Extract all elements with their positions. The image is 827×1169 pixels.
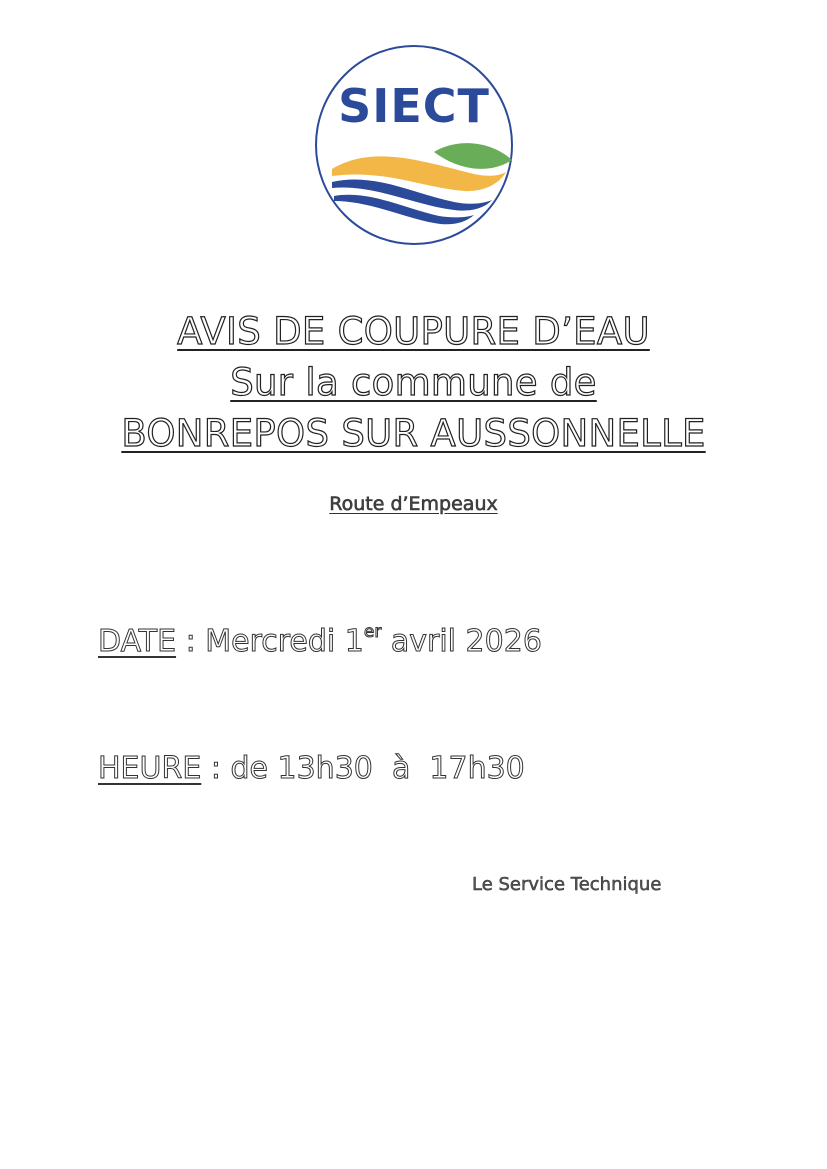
title-line-2: Sur la commune de <box>230 361 597 404</box>
title-line-3: BONREPOS SUR AUSSONNELLE <box>121 412 706 455</box>
time-value: de 13h30 à 17h30 <box>230 751 525 786</box>
date-value-prefix: Mercredi 1 <box>205 624 364 659</box>
time-label: HEURE <box>98 751 202 786</box>
siect-logo-icon <box>314 44 514 246</box>
date-value-sup: er <box>363 622 382 642</box>
signature: Le Service Technique <box>472 874 662 895</box>
date-label: DATE <box>98 624 177 659</box>
time-line <box>98 749 525 789</box>
street-name: Route d’Empeaux <box>329 493 498 515</box>
date-separator: : <box>176 624 206 659</box>
time-separator: : <box>201 751 231 786</box>
date-value-suffix: avril 2026 <box>381 624 542 659</box>
date-line <box>98 622 542 662</box>
siect-logo <box>314 44 514 246</box>
notice-title <box>0 306 827 459</box>
title-line-1: AVIS DE COUPURE D’EAU <box>177 310 650 353</box>
logo-text: SIECT <box>338 79 490 133</box>
